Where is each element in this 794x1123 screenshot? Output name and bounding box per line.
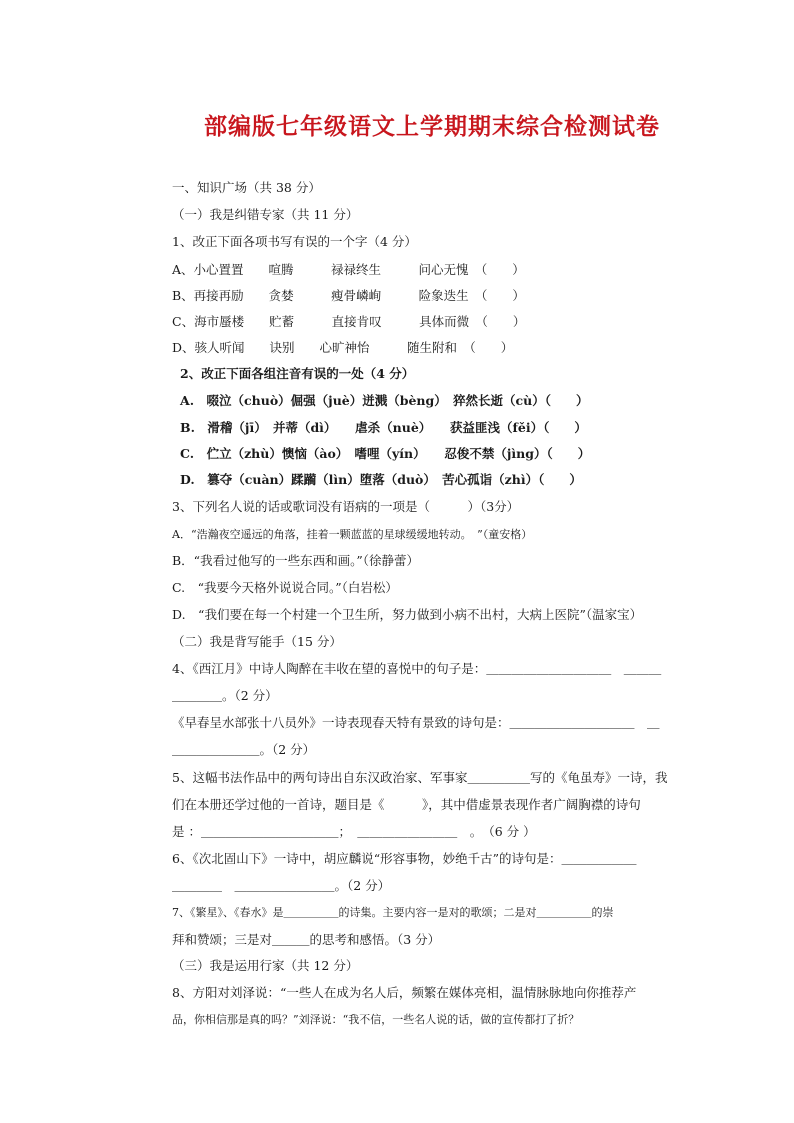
question-7: 7、《繁星》、《春水》是＿＿＿＿＿的诗集。主要内容一是对的歌颂；二是对＿＿＿＿＿的崇 [172, 906, 614, 919]
question-1-option-b: B、再接再励 贪婪 瘦骨嶙峋 险象迭生 （ ） [172, 288, 525, 303]
question-8: 8、方阳对刘泽说：“一些人在成为名人后，频繁在媒体亮相，温情脉脉地向你推荐产 [172, 985, 637, 1000]
question-5-continued: 们在本册还学过他的一首诗，题目是《 》，其中借虚景表现作者广阔胸襟的诗句 [172, 797, 641, 812]
question-3-option-a: A．“浩瀚夜空遥远的角落，挂着一颗蓝蓝的星球缓缓地转动。 ”（童安格） [172, 528, 533, 541]
question-2: 2、改正下面各组注音有误的一处（4 分） [180, 366, 415, 381]
question-3-option-b: B．“我看过他写的一些东西和画。”（徐静蕾） [172, 553, 419, 568]
question-2-option-c: C. 伫立（zhù）懊恼（ào） 嗜哩（yín） 忍俊不禁（jìng）（ ） [180, 446, 591, 461]
question-6-continued: ＿＿＿＿ ＿＿＿＿＿＿＿＿。（2 分） [172, 878, 391, 893]
question-3-option-d: D. “我们要在每一个村建一个卫生所，努力做到小病不出村，大病上医院”（温家宝） [172, 607, 643, 622]
question-1-option-d: D、骇人听闻 诀别 心旷神怡 随生附和 （ ） [172, 340, 514, 355]
question-3-option-c: C. “我要今天格外说说合同。”（白岩松） [172, 580, 398, 595]
question-1-option-a: A、小心置置 喧腾 禄禄终生 问心无愧 （ ） [172, 262, 525, 277]
subsection-heading: （二）我是背写能手（15 分） [172, 634, 342, 649]
question-2-option-b: B. 滑稽（jī） 并蒂（dì） 虐杀（nuè） 获益匪浅（fěi）（ ） [180, 420, 587, 435]
subsection-heading: （一）我是纠错专家（共 11 分） [172, 207, 359, 222]
question-4-part-2-continued: ＿＿＿＿＿＿＿。（2 分） [172, 742, 316, 757]
question-8-continued: 品，你相信那是真的吗？”刘泽说：“我不信，一些名人说的话，做的宣传都打了折？ [172, 1013, 580, 1026]
question-6: 6、《次北固山下》一诗中，胡应麟说“形容事物，妙绝千古”的诗句是：＿＿＿＿＿＿ [172, 851, 637, 866]
question-4-part-2: 《早春呈水部张十八员外》一诗表现春天特有景致的诗句是：＿＿＿＿＿＿＿＿＿＿ ＿ [172, 715, 660, 730]
subsection-heading: （三）我是运用行家（共 12 分） [172, 958, 359, 973]
question-4-continued: ＿＿＿＿。（2 分） [172, 688, 278, 703]
question-7-continued: 拜和赞颂；三是对＿＿＿的思考和感悟。（3 分） [172, 932, 441, 947]
question-3: 3、下列名人说的话或歌词没有语病的一项是（ ）（3分） [172, 499, 520, 514]
question-5-continued: 是 ：＿＿＿＿＿＿＿＿＿＿＿； ＿＿＿＿＿＿＿＿ 。 （6 分 ） [172, 824, 536, 839]
question-4: 4、《西江月》中诗人陶醉在丰收在望的喜悦中的句子是：＿＿＿＿＿＿＿＿＿＿ ＿＿＿ [172, 661, 662, 676]
question-1: 1、改正下面各项书写有误的一个字（4 分） [172, 234, 417, 249]
question-2-option-d: D. 篡夺（cuàn）蹂躏（lìn）堕落（duò） 苦心孤诣（zhì）（ ） [180, 472, 582, 487]
question-1-option-c: C、海市蜃楼 贮蓄 直接肯叹 具体而微 （ ） [172, 314, 526, 329]
exam-title: 部编版七年级语文上学期期末综合检测试卷 [204, 113, 660, 140]
question-2-option-a: A. 啜泣（chuò）倔强（juè）迸溅（bèng） 猝然长逝（cù）（ ） [180, 393, 589, 408]
question-5: 5、这幅书法作品中的两句诗出自东汉政治家、军事家＿＿＿＿＿写的《龟虽寿》一诗，我 [172, 770, 668, 785]
section-heading: 一、知识广场（共 38 分） [172, 180, 321, 195]
